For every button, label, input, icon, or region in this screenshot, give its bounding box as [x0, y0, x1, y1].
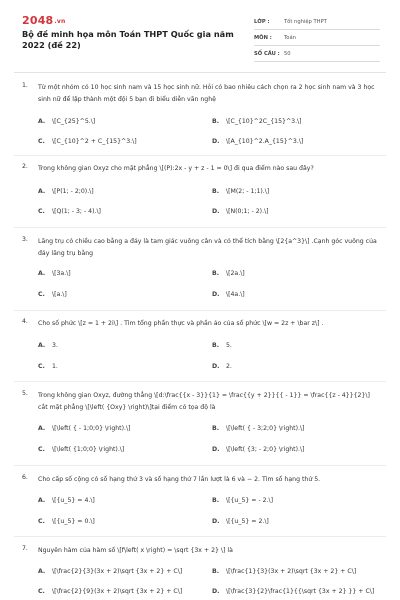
option-letter: B. [212, 342, 220, 349]
option-letter: C. [38, 208, 45, 215]
exam-title: Bộ đề minh họa môn Toán THPT Quốc gia năm 2022 (đề 22) [22, 29, 234, 50]
option-a[interactable] [38, 270, 71, 277]
exam-meta-table [254, 14, 380, 62]
question-text: Trong không gian Oxyz cho mặt phẳng \[(P):2x - y + z - 1 = 0\] đi qua điểm nào sau đây? [38, 165, 314, 172]
option-text: \[P(1; - 2;0).\] [52, 188, 94, 195]
question-divider [14, 227, 386, 228]
option-text: \[\frac{2}{3}(3x + 2)\sqrt {3x + 2} + C\] [52, 568, 183, 575]
option-letter: D. [212, 518, 220, 525]
meta-label: SỐ CÂU : [254, 50, 280, 57]
option-text: \[\left( {1;0;0} \right).\] [52, 446, 125, 453]
option-a[interactable] [38, 425, 130, 432]
option-letter: A. [38, 425, 46, 432]
option-letter: C. [38, 588, 45, 595]
meta-row-subject [254, 30, 380, 46]
option-d[interactable] [212, 208, 269, 215]
option-b[interactable] [212, 568, 356, 575]
option-letter: C. [38, 138, 45, 145]
option-letter: C. [38, 446, 45, 453]
option-text: \[\frac{2}{9}(3x + 2)\sqrt {3x + 2} + C\] [52, 588, 183, 595]
option-text: \[{u_5} = 0.\] [52, 518, 95, 525]
question-text: Nguyên hàm của hàm số \[f\left( x \right) = \sqrt {3x + 2} \] là [38, 547, 233, 554]
option-text: \[\left( {3; - 2;0} \right).\] [226, 446, 305, 453]
option-letter: A. [38, 342, 46, 349]
option-c[interactable] [38, 588, 182, 595]
option-letter: A. [38, 497, 46, 504]
option-letter: C. [38, 291, 45, 298]
site-logo[interactable] [22, 14, 65, 27]
question-text: Lăng trụ có chiều cao bằng a đáy là tam giác vuông cân và có thể tích bằng \[2{a^3}\] .Cạnh góc vuông của đáy lăng trụ bằng [38, 238, 377, 257]
option-c[interactable] [38, 291, 67, 298]
option-text: \[C_{25}^5.\] [52, 118, 96, 125]
meta-row-class [254, 14, 380, 30]
question-number: 4. [22, 318, 28, 325]
option-a[interactable] [38, 118, 95, 125]
option-d[interactable] [212, 518, 269, 525]
option-b[interactable] [212, 118, 302, 125]
option-a[interactable] [38, 568, 182, 575]
option-text: \[a.\] [52, 291, 67, 298]
option-b[interactable] [212, 270, 245, 277]
option-letter: B. [212, 270, 220, 277]
question-divider [14, 310, 386, 311]
option-d[interactable] [212, 446, 304, 453]
meta-value: 50 [284, 50, 291, 57]
option-c[interactable] [38, 138, 137, 145]
option-text: \[3a.\] [52, 270, 71, 277]
option-text: \[A_{10}^2.A_{15}^3.\] [226, 138, 304, 145]
option-a[interactable] [38, 342, 58, 349]
option-a[interactable] [38, 497, 95, 504]
option-text: \[2a.\] [226, 270, 245, 277]
question-text: Trong không gian Oxyz, đường thẳng \[d:\frac{{x - 3}}{1} = \frac{{y + 2}}{{ - 1}} = \frac{{z - 4}}{2}\] cắt mặt phẳng \[\left( {Oxy} \right)\]tại điểm có tọa độ là [38, 392, 370, 411]
option-letter: D. [212, 363, 220, 370]
meta-value: Toán [284, 34, 296, 41]
option-letter: B. [212, 425, 220, 432]
option-text: 2. [226, 363, 232, 370]
option-b[interactable] [212, 425, 304, 432]
question-number: 1. [22, 82, 28, 89]
option-b[interactable] [212, 497, 273, 504]
meta-label: MÔN : [254, 34, 272, 41]
meta-value: Tốt nghiệp THPT [284, 18, 327, 25]
meta-label: LỚP : [254, 18, 270, 25]
question-number: 3. [22, 236, 28, 243]
option-text: 3. [52, 342, 58, 349]
option-d[interactable] [212, 363, 232, 370]
option-letter: B. [212, 568, 220, 575]
logo-suffix: .vn [54, 18, 66, 25]
question-divider [14, 536, 386, 537]
option-letter: C. [38, 363, 45, 370]
question-text: Cho số phức \[z = 1 + 2i\] . Tìm tổng phần thực và phần ảo của số phức \[w = 2z + \bar z\] . [38, 320, 324, 327]
option-d[interactable] [212, 588, 374, 595]
header-divider [14, 72, 386, 73]
question-divider [14, 381, 386, 382]
option-letter: D. [212, 138, 220, 145]
option-text: \[M(2; - 1;1).\] [226, 188, 270, 195]
option-letter: B. [212, 118, 220, 125]
option-text: \[N(0;1; - 2).\] [226, 208, 269, 215]
question-number: 5. [22, 390, 28, 397]
option-text: 5. [226, 342, 232, 349]
option-letter: A. [38, 270, 46, 277]
question-number: 2. [22, 163, 28, 170]
question-divider [14, 465, 386, 466]
option-c[interactable] [38, 363, 58, 370]
option-text: \[\frac{1}{3}(3x + 2)\sqrt {3x + 2} + C\] [226, 568, 357, 575]
question-number: 6. [22, 474, 28, 481]
exam-header [0, 0, 400, 72]
option-letter: A. [38, 118, 46, 125]
option-text: \[\left( { - 3;2;0} \right).\] [226, 425, 305, 432]
option-c[interactable] [38, 446, 124, 453]
option-letter: C. [38, 518, 45, 525]
option-c[interactable] [38, 518, 95, 525]
option-text: \[C_{10}^2C_{15}^3.\] [226, 118, 302, 125]
option-d[interactable] [212, 138, 303, 145]
option-letter: D. [212, 291, 220, 298]
option-text: \[C_{10}^2 + C_{15}^3.\] [52, 138, 137, 145]
option-letter: D. [212, 446, 220, 453]
option-b[interactable] [212, 342, 232, 349]
option-b[interactable] [212, 188, 269, 195]
option-letter: D. [212, 588, 220, 595]
option-text: \[4a.\] [226, 291, 245, 298]
option-text: \[{u_5} = - 2.\] [226, 497, 274, 504]
option-c[interactable] [38, 208, 101, 215]
option-letter: B. [212, 497, 220, 504]
option-letter: A. [38, 568, 46, 575]
option-letter: B. [212, 188, 220, 195]
question-divider [14, 155, 386, 156]
logo-main: 2048 [22, 14, 54, 27]
option-text: 1. [52, 363, 58, 370]
meta-row-count [254, 46, 380, 62]
option-text: \[{u_5} = 2.\] [226, 518, 269, 525]
question-text: Cho cấp số cộng có số hạng thứ 3 và số hạng thứ 7 lần lượt là 6 và − 2. Tìm số hạng thứ 5. [38, 476, 321, 483]
option-text: \[\frac{3}{2}\frac{1}{{\sqrt {3x + 2} }} + C\] [226, 588, 375, 595]
option-letter: D. [212, 208, 220, 215]
option-text: \[Q(1; - 3; - 4).\] [52, 208, 101, 215]
question-number: 7. [22, 545, 28, 552]
option-letter: A. [38, 188, 46, 195]
option-text: \[\left( { - 1;0;0} \right).\] [52, 425, 131, 432]
question-text: Từ một nhóm có 10 học sinh nam và 15 học sinh nữ. Hỏi có bao nhiêu cách chọn ra 2 học sinh nam và 3 học sinh nữ để lập thành một đội 5 bạn đi biểu diễn văn nghệ [38, 84, 375, 103]
option-text: \[{u_5} = 4.\] [52, 497, 95, 504]
option-a[interactable] [38, 188, 94, 195]
option-d[interactable] [212, 291, 245, 298]
